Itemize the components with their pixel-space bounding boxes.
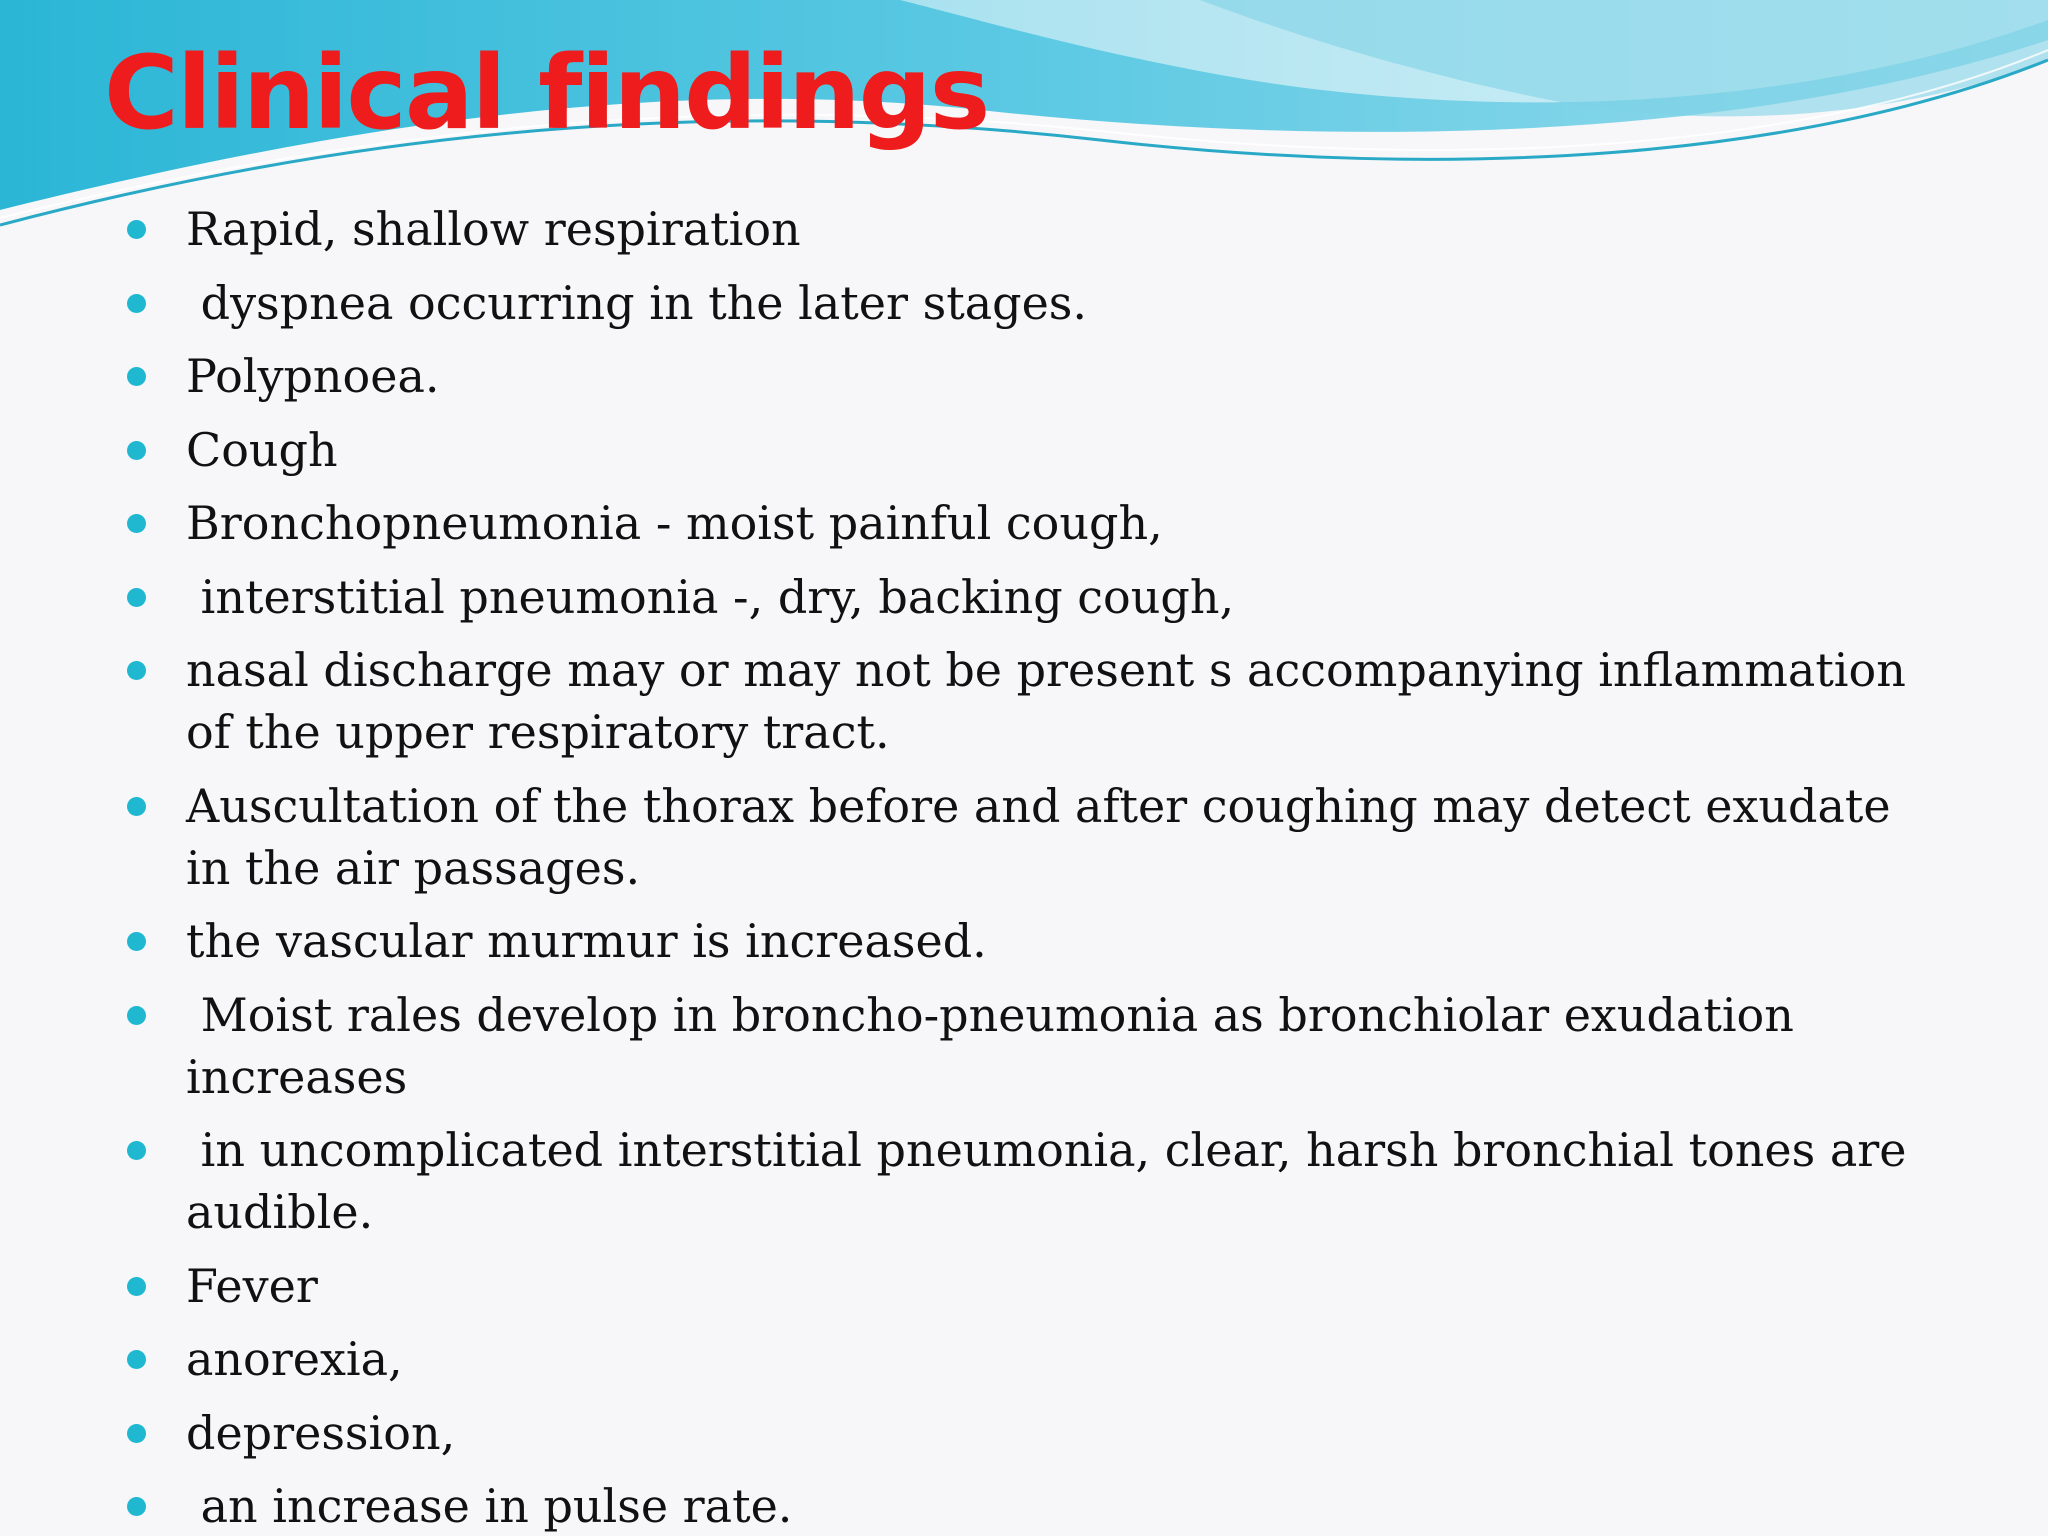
list-item: [124, 1475, 1944, 1536]
teal-dot-icon: [127, 441, 146, 460]
teal-dot-icon: [127, 1006, 146, 1025]
teal-dot-icon: [127, 1277, 146, 1296]
list-item-text: in uncomplicated interstitial pneumonia, clear, harsh bronchial tones are audible.: [186, 1123, 1922, 1239]
list-item-text: nasal discharge may or may not be present s accompanying inflammation of the upper respiratory tract.: [186, 643, 1921, 759]
list-item: [124, 1119, 1944, 1243]
list-item-text: dyspnea occurring in the later stages.: [186, 275, 1088, 330]
teal-dot-icon: [127, 367, 146, 386]
teal-dot-icon: [127, 1141, 146, 1160]
teal-dot-icon: [127, 797, 146, 816]
list-item: [124, 198, 1944, 260]
list-item: [124, 1255, 1944, 1317]
list-item: [124, 492, 1944, 554]
teal-dot-icon: [127, 932, 146, 951]
list-item-text: anorexia,: [186, 1332, 403, 1386]
slide-title: Clinical findings: [104, 34, 989, 153]
list-item-text: Moist rales develop in broncho-pneumonia as bronchiolar exudation increases: [186, 987, 1809, 1104]
list-item: [124, 272, 1944, 334]
list-item-text: interstitial pneumonia -, dry, backing cough,: [186, 569, 1235, 624]
list-item-text: Bronchopneumonia - moist painful cough,: [186, 496, 1163, 550]
list-item: [124, 775, 1944, 899]
list-item: [124, 1328, 1944, 1390]
list-item: [124, 984, 1944, 1108]
teal-dot-icon: [127, 661, 146, 680]
list-item-text: Polypnoea.: [186, 349, 440, 403]
teal-dot-icon: [127, 294, 146, 313]
findings-list: [124, 198, 1944, 1536]
list-item-text: Rapid, shallow respiration: [186, 202, 801, 256]
list-item-text: the vascular murmur is increased.: [186, 914, 987, 968]
list-item: [124, 566, 1944, 628]
list-item-text: an increase in pulse rate.: [186, 1479, 793, 1533]
teal-dot-icon: [127, 1497, 146, 1516]
list-item: [124, 1402, 1944, 1464]
teal-dot-icon: [127, 514, 146, 533]
list-item-text: depression,: [186, 1405, 456, 1460]
list-item-text: Cough: [186, 422, 338, 477]
list-item: [124, 639, 1944, 763]
list-item: [124, 345, 1944, 407]
list-item-text: Fever: [186, 1258, 318, 1313]
list-item: [124, 910, 1944, 972]
teal-dot-icon: [127, 220, 146, 239]
list-item: [124, 419, 1944, 481]
teal-dot-icon: [127, 588, 146, 607]
teal-dot-icon: [127, 1424, 146, 1443]
list-item-text: Auscultation of the thorax before and after coughing may detect exudate in the air passages.: [186, 778, 1906, 895]
teal-dot-icon: [127, 1350, 146, 1369]
